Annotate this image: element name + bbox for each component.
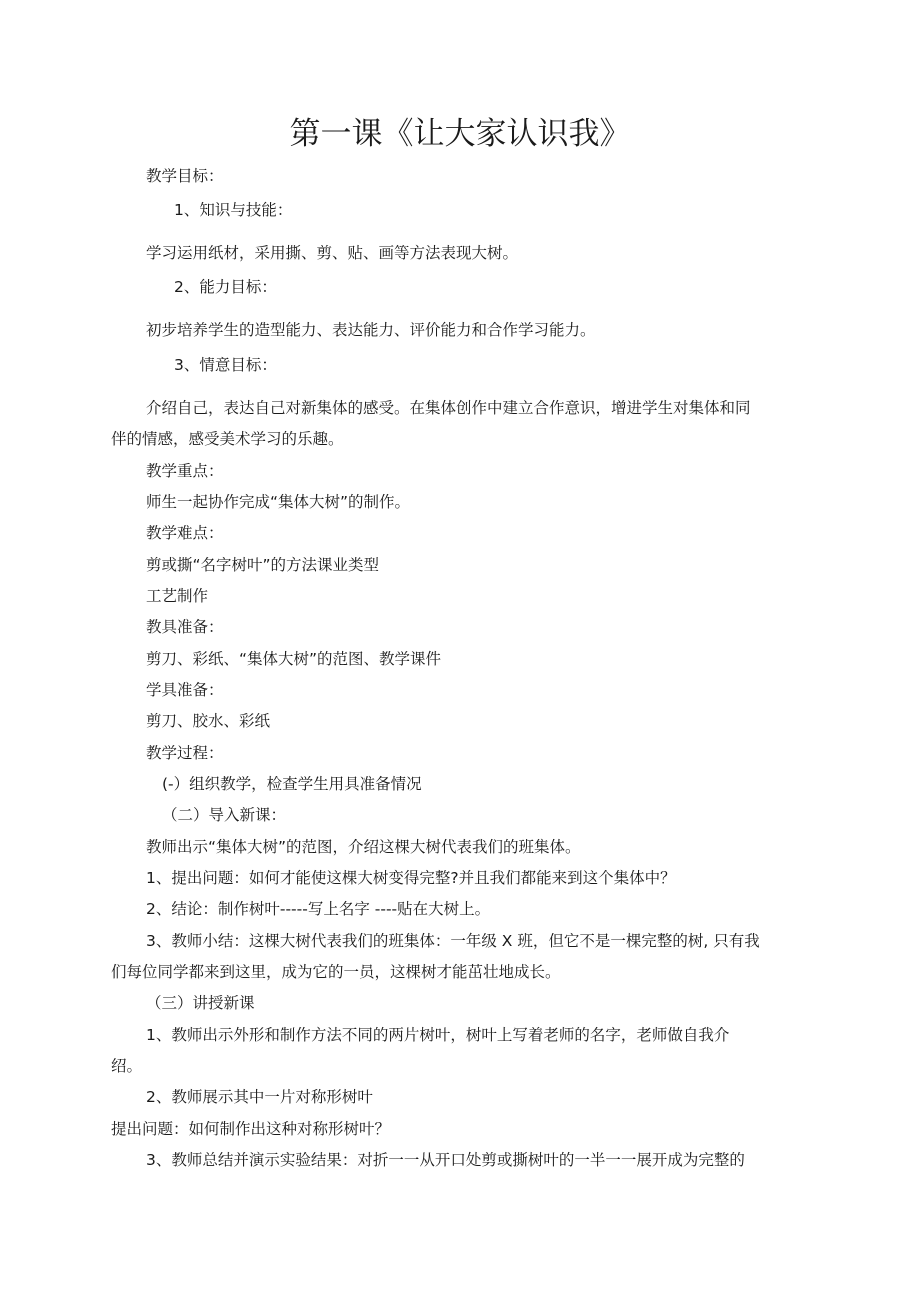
text-line: （三）讲授新课 bbox=[146, 994, 255, 1012]
text-line: (-）组织教学，检查学生用具准备情况 bbox=[162, 775, 422, 793]
text-line: 工艺制作 bbox=[146, 587, 209, 605]
text-line: 绍。 bbox=[111, 1057, 143, 1075]
text-line: 介绍自己，表达自己对新集体的感受。在集体创作中建立合作意识，增进学生对集体和同 bbox=[146, 399, 751, 417]
text-line: 学具准备： bbox=[146, 681, 224, 699]
text-line: 1、知识与技能： bbox=[174, 201, 293, 219]
text-line: 教学过程： bbox=[146, 744, 224, 762]
document-title: 第一课《让大家认识我》 bbox=[289, 116, 631, 152]
text-line: 3、教师总结并演示实验结果：对折一一从开口处剪或撕树叶的一半一一展开成为完整的 bbox=[146, 1151, 745, 1169]
text-line: 教学目标： bbox=[146, 167, 224, 185]
text-line: （二）导入新课： bbox=[162, 806, 287, 824]
text-line: 剪刀、胶水、彩纸 bbox=[146, 712, 271, 730]
text-line: 教具准备： bbox=[146, 618, 224, 636]
text-line: 初步培养学生的造型能力、表达能力、评价能力和合作学习能力。 bbox=[146, 321, 596, 339]
text-line: 剪或撕“名字树叶”的方法课业类型 bbox=[146, 556, 380, 574]
text-line: 2、结论：制作树叶-----写上名字 ----贴在大树上。 bbox=[146, 900, 491, 918]
text-line: 剪刀、彩纸、“集体大树”的范图、教学课件 bbox=[146, 650, 442, 668]
text-line: 3、情意目标： bbox=[174, 356, 277, 374]
text-line: 2、能力目标： bbox=[174, 278, 277, 296]
text-line: 2、教师展示其中一片对称形树叶 bbox=[146, 1088, 373, 1106]
text-line: 们每位同学都来到这里，成为它的一员，这棵树才能茁壮地成长。 bbox=[111, 963, 561, 981]
text-line: 3、教师小结：这棵大树代表我们的班集体：一年级 X 班，但它不是一棵完整的树, 只有我 bbox=[146, 932, 760, 950]
text-line: 教学难点： bbox=[146, 524, 224, 542]
text-line: 提出问题：如何制作出这种对称形树叶？ bbox=[111, 1120, 391, 1138]
text-line: 1、提出问题：如何才能使这棵大树变得完整?并且我们都能来到这个集体中？ bbox=[146, 869, 676, 887]
text-line: 教学重点： bbox=[146, 462, 224, 480]
text-line: 学习运用纸材，采用撕、剪、贴、画等方法表现大树。 bbox=[146, 244, 519, 262]
text-line: 1、教师出示外形和制作方法不同的两片树叶，树叶上写着老师的名字，老师做自我介 bbox=[146, 1026, 730, 1044]
text-line: 师生一起协作完成“集体大树”的制作。 bbox=[146, 493, 411, 511]
text-line: 伴的情感，感受美术学习的乐趣。 bbox=[111, 430, 344, 448]
text-line: 教师出示“集体大树”的范图，介绍这棵大树代表我们的班集体。 bbox=[146, 838, 581, 856]
